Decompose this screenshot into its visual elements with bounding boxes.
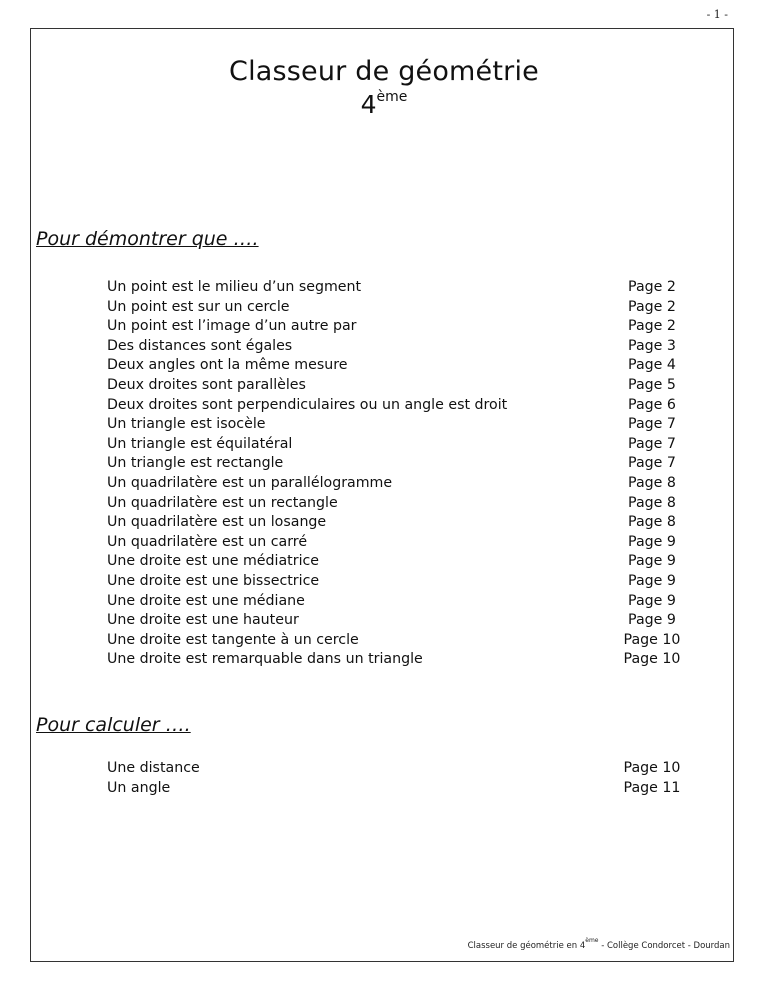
- list-item: [107, 513, 687, 533]
- calculate-list: [107, 759, 687, 798]
- item-page-ref: Page 7: [628, 416, 676, 433]
- item-label: Deux angles ont la même mesure: [107, 357, 348, 374]
- grade-level-suffix: ème: [376, 88, 408, 105]
- item-label: Un point est sur un cercle: [107, 298, 290, 315]
- item-label: Deux droites sont parallèles: [107, 376, 306, 393]
- item-page-ref: Page 9: [628, 612, 676, 629]
- item-page-ref: Page 9: [628, 553, 676, 570]
- list-item: [107, 631, 687, 651]
- item-page-ref: Page 10: [623, 631, 681, 648]
- list-item: [107, 533, 687, 553]
- item-page-ref: Page 2: [628, 298, 676, 315]
- item-page-ref: Page 8: [628, 514, 676, 531]
- item-label: Une droite est une hauteur: [107, 612, 299, 629]
- document-title: Classeur de géométrie: [229, 56, 539, 87]
- list-item: [107, 592, 687, 612]
- item-label: Un quadrilatère est un parallélogramme: [107, 474, 393, 491]
- item-label: Des distances sont égales: [107, 337, 293, 354]
- grade-level-number: 4: [360, 90, 377, 119]
- item-page-ref: Page 7: [628, 455, 676, 472]
- list-item: [107, 759, 687, 779]
- footer-sup: ème: [585, 937, 599, 944]
- item-label: Une distance: [107, 760, 200, 776]
- list-item: [107, 376, 687, 396]
- list-item: [107, 415, 687, 435]
- list-item: [107, 298, 687, 318]
- item-label: Un quadrilatère est un rectangle: [107, 494, 338, 511]
- item-label: Une droite est tangente à un cercle: [107, 631, 359, 648]
- list-item: [107, 337, 687, 357]
- list-item: [107, 779, 687, 799]
- demonstrate-list: [107, 278, 687, 670]
- list-item: [107, 396, 687, 416]
- item-page-ref: Page 9: [628, 572, 676, 589]
- item-page-ref: Page 11: [623, 779, 681, 796]
- item-page-ref: Page 6: [628, 396, 676, 413]
- item-page-ref: Page 9: [628, 533, 676, 550]
- item-label: Une droite est remarquable dans un triangle: [107, 651, 423, 668]
- footer-prefix: Classeur de géométrie en 4: [467, 940, 586, 951]
- item-label: Un triangle est isocèle: [107, 416, 266, 433]
- item-label: Un point est le milieu d’un segment: [107, 279, 362, 295]
- list-item: [107, 650, 687, 670]
- item-page-ref: Page 3: [628, 337, 676, 354]
- list-item: [107, 474, 687, 494]
- grade-level: [0, 90, 768, 119]
- item-page-ref: Page 2: [628, 318, 676, 335]
- item-page-ref: Page 5: [628, 376, 676, 393]
- list-item: [107, 435, 687, 455]
- item-page-ref: Page 7: [628, 435, 676, 452]
- footer-suffix: - Collège Condorcet - Dourdan: [598, 940, 730, 951]
- list-item: [107, 356, 687, 376]
- list-item: [107, 494, 687, 514]
- item-label: Un triangle est équilatéral: [107, 435, 293, 452]
- item-label: Une droite est une bissectrice: [107, 572, 320, 589]
- list-item: [107, 611, 687, 631]
- item-page-ref: Page 10: [623, 651, 681, 668]
- item-page-ref: Page 4: [628, 357, 676, 374]
- section-heading-calculate: Pour calculer ….: [36, 714, 191, 736]
- item-page-ref: Page 9: [628, 592, 676, 609]
- item-label: Un quadrilatère est un losange: [107, 514, 327, 531]
- item-page-ref: Page 2: [628, 279, 676, 295]
- section-heading-demonstrate: Pour démontrer que ….: [36, 228, 259, 250]
- item-label: Un triangle est rectangle: [107, 455, 284, 472]
- list-item: [107, 454, 687, 474]
- list-item: [107, 572, 687, 592]
- page-number: - 1 -: [706, 8, 728, 21]
- item-label: Une droite est une médiane: [107, 592, 305, 609]
- list-item: [107, 317, 687, 337]
- item-label: Un angle: [107, 779, 171, 796]
- item-label: Une droite est une médiatrice: [107, 553, 320, 570]
- footer: [468, 939, 730, 951]
- item-page-ref: Page 8: [628, 494, 676, 511]
- item-label: Un quadrilatère est un carré: [107, 533, 308, 550]
- item-label: Un point est l’image d’un autre par: [107, 318, 357, 335]
- list-item: [107, 552, 687, 572]
- item-page-ref: Page 8: [628, 474, 676, 491]
- item-label: Deux droites sont perpendiculaires ou un angle est droit: [107, 396, 508, 413]
- list-item: [107, 278, 687, 298]
- item-page-ref: Page 10: [623, 760, 681, 776]
